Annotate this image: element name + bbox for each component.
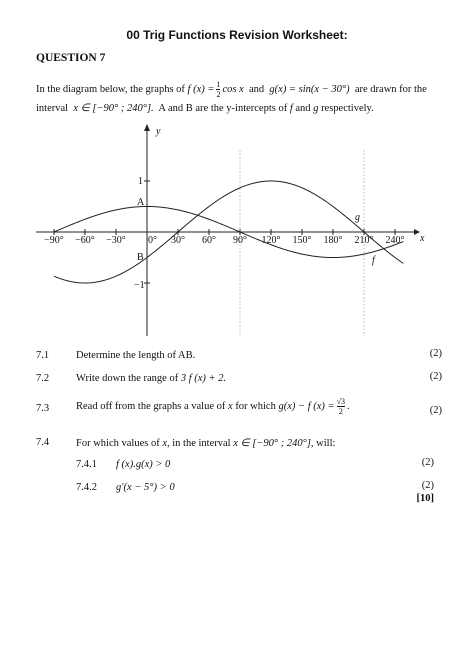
y-tick-minus-1: −1 bbox=[134, 280, 145, 291]
f-definition-lhs: f (x) = bbox=[187, 83, 215, 95]
curve-f-label: f bbox=[372, 255, 375, 266]
x-tick-label: −60° bbox=[75, 235, 95, 246]
q7-4-2-number: 7.4.2 bbox=[76, 482, 97, 493]
q7-1-number: 7.1 bbox=[36, 350, 50, 361]
intro-text-2: are drawn for the bbox=[354, 83, 427, 95]
x-tick-label: 240° bbox=[385, 235, 405, 246]
x-axis-label: x bbox=[420, 233, 425, 244]
intro-interval: x ∈ [−90° ; 240°]. bbox=[73, 103, 154, 114]
f-definition-rhs: cos x bbox=[222, 83, 244, 95]
y-tick-1: 1 bbox=[138, 176, 143, 187]
q7-3-text: Read off from the graphs a value of x for which g(x) − f (x) = $\frac{√3}{2}$ . bbox=[76, 397, 350, 416]
q7-2-text-a: Write down the range of bbox=[76, 373, 179, 384]
q7-4-2-expr: g′(x − 5°) > 0 bbox=[116, 482, 175, 493]
q7-3-fraction-den: 2 bbox=[337, 406, 345, 416]
q7-4-1-number: 7.4.1 bbox=[76, 459, 97, 470]
f-fraction-num: 1 bbox=[216, 80, 221, 89]
q7-3-expr: g(x) − f (x) = bbox=[278, 400, 335, 412]
question-heading: QUESTION 7 bbox=[36, 52, 106, 64]
worksheet-title: 00 Trig Functions Revision Worksheet: bbox=[126, 28, 348, 42]
intro-g-name: g bbox=[313, 103, 319, 114]
q7-4-2-marks: (2) bbox=[421, 480, 434, 491]
point-b-label: B bbox=[137, 252, 144, 263]
x-tick-label: 150° bbox=[292, 235, 312, 246]
point-a-label: A bbox=[137, 197, 145, 208]
g-definition: g(x) = sin(x − 30°) bbox=[269, 83, 350, 95]
x-tick-label: −90° bbox=[44, 235, 64, 246]
q7-1-text: Determine the length of AB. bbox=[76, 350, 196, 361]
q7-2-number: 7.2 bbox=[36, 373, 50, 384]
q7-4-interval: x ∈ [−90° ; 240°], bbox=[233, 438, 314, 449]
q7-3-marks: (2) bbox=[429, 405, 442, 416]
x-tick-label: 0° bbox=[148, 235, 157, 246]
q7-3-text-a: Read off from the graphs a value of bbox=[76, 400, 226, 412]
q7-3-fraction-num: √3 bbox=[336, 397, 346, 406]
y-axis-arrow bbox=[144, 124, 150, 131]
q7-3-var: x bbox=[228, 400, 233, 412]
q7-4-text-a: For which values of bbox=[76, 438, 160, 449]
intro-and-2: and bbox=[295, 103, 311, 114]
q7-1-marks: (2) bbox=[429, 348, 442, 359]
curve-g-label: g bbox=[355, 212, 360, 223]
q7-4-var: x, bbox=[162, 438, 170, 449]
q7-4-1-expr: f (x).g(x) > 0 bbox=[116, 459, 171, 470]
x-tick-label: 120° bbox=[261, 235, 281, 246]
q7-2-text bbox=[76, 373, 226, 384]
q7-2-marks: (2) bbox=[429, 371, 442, 382]
x-tick-label: −30° bbox=[106, 235, 126, 246]
q7-3-fraction bbox=[337, 397, 345, 416]
q7-4-number: 7.4 bbox=[36, 437, 50, 448]
intro-intercepts: A and B are the y-intercepts of bbox=[158, 103, 288, 114]
intro-f-name: f bbox=[289, 103, 293, 114]
intro-interval-label: interval bbox=[36, 103, 69, 114]
question-total: [10] bbox=[416, 493, 434, 504]
q7-3-number: 7.3 bbox=[36, 403, 50, 414]
intro-and: and bbox=[248, 83, 265, 95]
intro-text: In the diagram below, the graphs of bbox=[36, 83, 185, 95]
f-fraction-den: 2 bbox=[216, 90, 221, 99]
y-axis-label: y bbox=[156, 126, 161, 137]
q7-4-1-marks: (2) bbox=[421, 457, 434, 468]
q7-2-expr: 3 f (x) + 2. bbox=[180, 373, 227, 384]
x-tick-label: 60° bbox=[202, 235, 216, 246]
q7-4-text-b: in the interval bbox=[172, 438, 231, 449]
x-tick-label: 90° bbox=[233, 235, 247, 246]
q7-4-text bbox=[76, 437, 335, 449]
q7-4-text-c: will: bbox=[316, 438, 336, 449]
x-tick-label: 180° bbox=[323, 235, 343, 246]
q7-3-text-b: for which bbox=[235, 400, 276, 412]
intro-respectively: respectively. bbox=[321, 103, 374, 114]
x-tick-label: 210° bbox=[354, 235, 374, 246]
x-tick-label: 30° bbox=[171, 235, 185, 246]
